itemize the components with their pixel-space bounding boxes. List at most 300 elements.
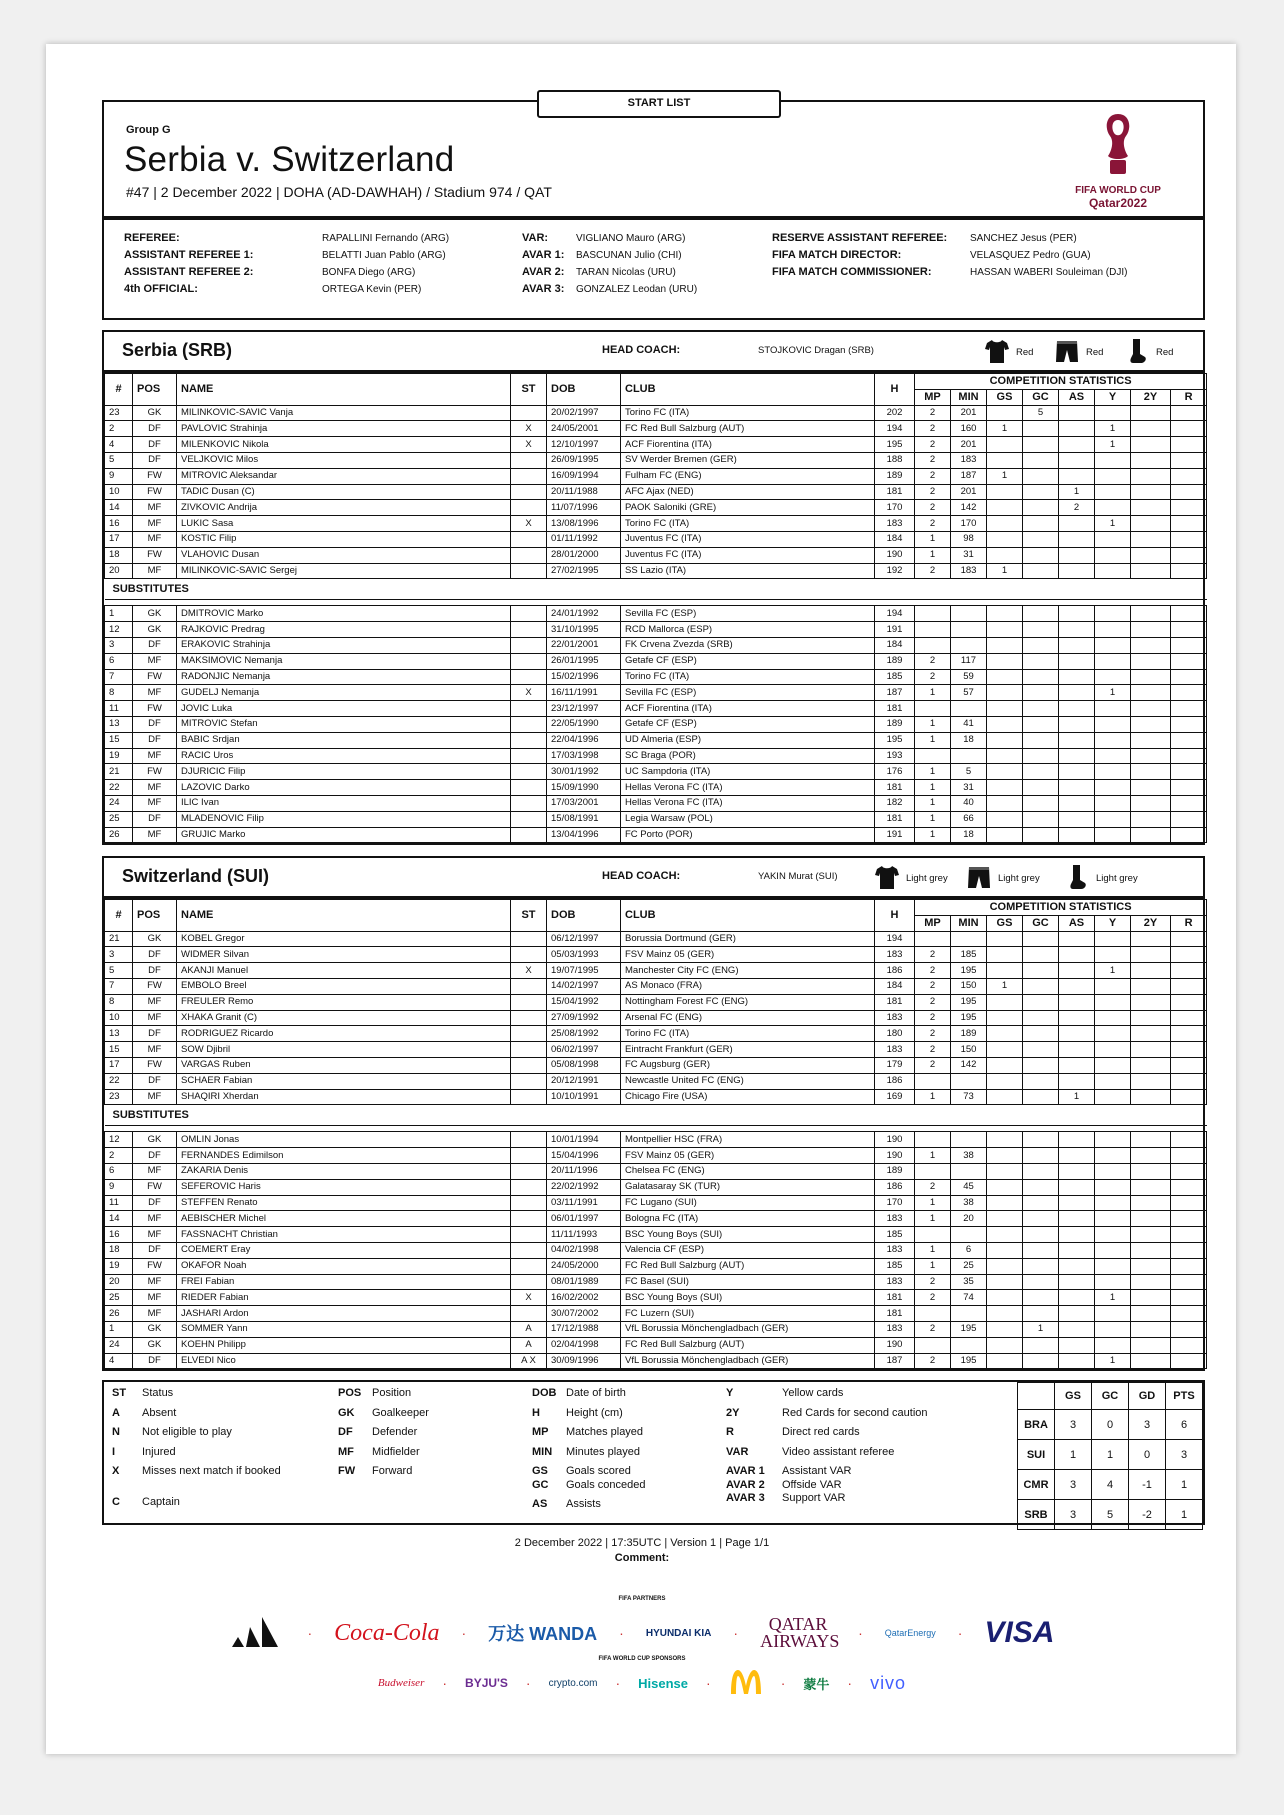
logo-line-2: Qatar2022 <box>1088 196 1148 210</box>
player-name: VELJKOVIC Milos <box>177 452 511 468</box>
player-as <box>1059 1306 1095 1322</box>
player-mp: 2 <box>915 1010 951 1026</box>
player-status: X <box>511 685 547 701</box>
player-r <box>1171 748 1207 764</box>
substitutes-label: SUBSTITUTES <box>105 579 1207 600</box>
player-2y <box>1131 732 1171 748</box>
legend-desc: Support VAR <box>782 1492 846 1504</box>
player-number: 3 <box>105 637 133 653</box>
player-2y <box>1131 1089 1171 1105</box>
player-dob: 31/10/1995 <box>547 622 621 638</box>
player-min: 98 <box>951 531 987 547</box>
player-y <box>1095 732 1131 748</box>
player-as <box>1059 732 1095 748</box>
officials-box <box>102 218 1205 320</box>
player-y <box>1095 701 1131 717</box>
player-row <box>105 931 1207 947</box>
player-position: MF <box>133 994 177 1010</box>
player-gs <box>987 452 1023 468</box>
player-height: 169 <box>875 1089 915 1105</box>
player-min: 35 <box>951 1274 987 1290</box>
player-position: MF <box>133 780 177 796</box>
kit-shorts <box>1054 338 1103 367</box>
player-gs <box>987 606 1023 622</box>
player-club: Getafe CF (ESP) <box>621 716 875 732</box>
player-as <box>1059 947 1095 963</box>
player-2y <box>1131 1179 1171 1195</box>
player-dob: 17/12/1988 <box>547 1321 621 1337</box>
player-y <box>1095 547 1131 563</box>
player-mp: 2 <box>915 1274 951 1290</box>
player-position: MF <box>133 685 177 701</box>
player-2y <box>1131 653 1171 669</box>
player-mp <box>915 748 951 764</box>
player-number: 7 <box>105 978 133 994</box>
player-number: 5 <box>105 963 133 979</box>
legend-desc: Height (cm) <box>566 1406 623 1419</box>
player-min <box>951 931 987 947</box>
player-position: MF <box>133 1211 177 1227</box>
player-y <box>1095 1321 1131 1337</box>
player-row <box>105 1073 1207 1089</box>
player-y <box>1095 978 1131 994</box>
player-min: 117 <box>951 653 987 669</box>
team-name: Serbia (SRB) <box>122 340 233 360</box>
player-name: LUKIC Sasa <box>177 516 511 532</box>
player-gc <box>1023 500 1059 516</box>
player-r <box>1171 1026 1207 1042</box>
player-2y <box>1131 716 1171 732</box>
player-gs <box>987 1073 1023 1089</box>
player-position: MF <box>133 1089 177 1105</box>
player-y <box>1095 563 1131 579</box>
player-club: SC Braga (POR) <box>621 748 875 764</box>
standings-value: 3 <box>1166 1440 1203 1470</box>
budweiser-logo: Budweiser <box>377 1677 425 1689</box>
player-mp: 1 <box>915 795 951 811</box>
player-gs <box>987 637 1023 653</box>
player-mp: 1 <box>915 531 951 547</box>
player-y <box>1095 653 1131 669</box>
player-height: 181 <box>875 994 915 1010</box>
player-2y <box>1131 1274 1171 1290</box>
shorts-icon <box>1054 338 1080 367</box>
standings-value: 3 <box>1055 1470 1092 1500</box>
legend-desc: Goalkeeper <box>372 1406 429 1419</box>
player-as <box>1059 994 1095 1010</box>
player-height: 192 <box>875 563 915 579</box>
player-gs <box>987 1026 1023 1042</box>
wanda-logo: 万达 WANDA <box>488 1624 598 1644</box>
player-2y <box>1131 405 1171 421</box>
player-y <box>1095 1195 1131 1211</box>
player-club: Legia Warsaw (POL) <box>621 811 875 827</box>
player-2y <box>1131 811 1171 827</box>
legend-item <box>112 1443 281 1463</box>
player-dob: 06/12/1997 <box>547 931 621 947</box>
player-gs <box>987 437 1023 453</box>
official-row <box>522 247 752 264</box>
player-r <box>1171 701 1207 717</box>
player-2y <box>1131 622 1171 638</box>
standings-value: -1 <box>1129 1470 1166 1500</box>
player-y <box>1095 405 1131 421</box>
player-row <box>105 1148 1207 1164</box>
player-dob: 01/11/1992 <box>547 531 621 547</box>
standings-value: 3 <box>1129 1410 1166 1440</box>
player-y: 1 <box>1095 1353 1131 1369</box>
player-status <box>511 1132 547 1148</box>
player-min: 142 <box>951 1057 987 1073</box>
player-number: 9 <box>105 1179 133 1195</box>
player-height: 179 <box>875 1057 915 1073</box>
player-as <box>1059 764 1095 780</box>
player-height: 181 <box>875 811 915 827</box>
player-position: DF <box>133 452 177 468</box>
player-2y <box>1131 1258 1171 1274</box>
player-dob: 28/01/2000 <box>547 547 621 563</box>
player-2y <box>1131 669 1171 685</box>
player-mp: 2 <box>915 994 951 1010</box>
player-status: A <box>511 1321 547 1337</box>
player-name: MILINKOVIC-SAVIC Vanja <box>177 405 511 421</box>
player-status <box>511 1026 547 1042</box>
player-status <box>511 1242 547 1258</box>
player-r <box>1171 1179 1207 1195</box>
standings-header-gs: GS <box>1055 1383 1092 1410</box>
col-header-r: R <box>1171 915 1207 931</box>
player-mp: 2 <box>915 947 951 963</box>
player-club: AS Monaco (FRA) <box>621 978 875 994</box>
player-y <box>1095 484 1131 500</box>
player-gc <box>1023 531 1059 547</box>
player-dob: 16/09/1994 <box>547 468 621 484</box>
player-gs <box>987 1132 1023 1148</box>
player-number: 12 <box>105 1132 133 1148</box>
player-gc <box>1023 764 1059 780</box>
player-as <box>1059 1010 1095 1026</box>
player-gc <box>1023 994 1059 1010</box>
legend-item <box>338 1384 429 1404</box>
legend-desc: Forward <box>372 1465 413 1477</box>
player-mp <box>915 1073 951 1089</box>
player-number: 7 <box>105 669 133 685</box>
team-serbia <box>102 330 1205 845</box>
player-as: 1 <box>1059 1089 1095 1105</box>
col-header-st: ST <box>511 374 547 406</box>
col-header-2y: 2Y <box>1131 915 1171 931</box>
player-y <box>1095 500 1131 516</box>
col-header-as: AS <box>1059 915 1095 931</box>
player-name: COEMERT Eray <box>177 1242 511 1258</box>
player-status <box>511 452 547 468</box>
col-header-st: ST <box>511 900 547 932</box>
legend-item <box>112 1493 281 1513</box>
player-position: MF <box>133 1163 177 1179</box>
col-header-dob: DOB <box>547 900 621 932</box>
player-mp: 1 <box>915 1195 951 1211</box>
player-mp: 1 <box>915 1242 951 1258</box>
official-role: AVAR 2: <box>522 266 565 278</box>
player-gs <box>987 653 1023 669</box>
player-row <box>105 1179 1207 1195</box>
player-y <box>1095 606 1131 622</box>
start-list-tab: START LIST <box>537 90 781 118</box>
player-gs <box>987 1163 1023 1179</box>
player-club: FC Red Bull Salzburg (AUT) <box>621 1258 875 1274</box>
player-height: 187 <box>875 685 915 701</box>
player-row <box>105 563 1207 579</box>
player-number: 13 <box>105 1026 133 1042</box>
standings-value: 1 <box>1166 1500 1203 1530</box>
player-height: 191 <box>875 827 915 843</box>
separator: · <box>619 1625 624 1641</box>
legend-key: AS <box>532 1498 548 1510</box>
player-status: A X <box>511 1353 547 1369</box>
player-row <box>105 637 1207 653</box>
col-header-num: # <box>105 374 133 406</box>
player-name: FERNANDES Edimilson <box>177 1148 511 1164</box>
player-dob: 05/08/1998 <box>547 1057 621 1073</box>
player-dob: 16/02/2002 <box>547 1290 621 1306</box>
player-status <box>511 931 547 947</box>
player-gc: 1 <box>1023 1321 1059 1337</box>
player-2y <box>1131 963 1171 979</box>
player-dob: 24/01/1992 <box>547 606 621 622</box>
legend-desc: Injured <box>142 1445 176 1458</box>
legend-key: Y <box>726 1387 734 1399</box>
player-name: MITROVIC Stefan <box>177 716 511 732</box>
player-2y <box>1131 437 1171 453</box>
player-gs <box>987 1258 1023 1274</box>
player-gc <box>1023 1163 1059 1179</box>
player-club: FC Porto (POR) <box>621 827 875 843</box>
player-gs <box>987 716 1023 732</box>
player-2y <box>1131 1148 1171 1164</box>
player-number: 1 <box>105 606 133 622</box>
player-mp: 2 <box>915 963 951 979</box>
legend-item <box>112 1462 281 1482</box>
player-number: 22 <box>105 780 133 796</box>
standings-value: 5 <box>1092 1500 1129 1530</box>
player-position: DF <box>133 421 177 437</box>
player-min: 160 <box>951 421 987 437</box>
player-mp: 2 <box>915 452 951 468</box>
col-header-name: NAME <box>177 374 511 406</box>
player-gc <box>1023 421 1059 437</box>
player-club: Sevilla FC (ESP) <box>621 606 875 622</box>
kit-shorts-color: Light grey <box>998 873 1040 884</box>
player-position: MF <box>133 516 177 532</box>
player-club: Juventus FC (ITA) <box>621 547 875 563</box>
partners-label: FIFA PARTNERS <box>618 1596 666 1602</box>
player-gc <box>1023 1132 1059 1148</box>
player-gs <box>987 827 1023 843</box>
player-status <box>511 531 547 547</box>
player-club: Hellas Verona FC (ITA) <box>621 795 875 811</box>
crypto-com-logo: crypto.com <box>548 1677 598 1689</box>
player-status <box>511 764 547 780</box>
player-number: 23 <box>105 1089 133 1105</box>
legend-item <box>532 1495 646 1515</box>
player-row <box>105 978 1207 994</box>
player-r <box>1171 1042 1207 1058</box>
player-min <box>951 1337 987 1353</box>
legend-item <box>726 1423 928 1443</box>
player-dob: 06/01/1997 <box>547 1211 621 1227</box>
player-position: MF <box>133 795 177 811</box>
player-dob: 20/02/1997 <box>547 405 621 421</box>
player-min: 31 <box>951 780 987 796</box>
player-y: 1 <box>1095 421 1131 437</box>
player-height: 190 <box>875 547 915 563</box>
official-role: 4th OFFICIAL: <box>124 283 198 295</box>
player-r <box>1171 1132 1207 1148</box>
player-height: 183 <box>875 1242 915 1258</box>
player-position: MF <box>133 1290 177 1306</box>
player-mp: 1 <box>915 827 951 843</box>
player-y: 1 <box>1095 437 1131 453</box>
team-header <box>104 332 1203 373</box>
player-mp: 1 <box>915 1089 951 1105</box>
legend-desc: Captain <box>142 1495 180 1508</box>
player-row <box>105 516 1207 532</box>
player-height: 183 <box>875 947 915 963</box>
player-row <box>105 764 1207 780</box>
player-min: 31 <box>951 547 987 563</box>
player-2y <box>1131 1073 1171 1089</box>
player-2y <box>1131 468 1171 484</box>
player-2y <box>1131 701 1171 717</box>
player-dob: 10/10/1991 <box>547 1089 621 1105</box>
legend-item <box>532 1384 646 1404</box>
competition-statistics-header: COMPETITION STATISTICS <box>915 900 1207 916</box>
player-y: 1 <box>1095 685 1131 701</box>
player-gc <box>1023 795 1059 811</box>
player-name: RADONJIC Nemanja <box>177 669 511 685</box>
col-header-name: NAME <box>177 900 511 932</box>
player-y: 1 <box>1095 963 1131 979</box>
player-height: 189 <box>875 1163 915 1179</box>
player-as <box>1059 1073 1095 1089</box>
player-club: Borussia Dortmund (GER) <box>621 931 875 947</box>
player-gc <box>1023 963 1059 979</box>
player-r <box>1171 516 1207 532</box>
player-club: BSC Young Boys (SUI) <box>621 1290 875 1306</box>
player-as <box>1059 1337 1095 1353</box>
player-mp <box>915 931 951 947</box>
player-gc <box>1023 1195 1059 1211</box>
col-header-gc: GC <box>1023 915 1059 931</box>
kit-shirt-color: Red <box>1016 347 1034 358</box>
player-as <box>1059 468 1095 484</box>
player-as <box>1059 1148 1095 1164</box>
player-gs <box>987 1148 1023 1164</box>
player-row <box>105 547 1207 563</box>
player-position: DF <box>133 1195 177 1211</box>
player-mp <box>915 637 951 653</box>
player-position: MF <box>133 653 177 669</box>
player-min: 38 <box>951 1195 987 1211</box>
legend-positions <box>338 1384 429 1482</box>
roster-table <box>104 899 1207 1369</box>
player-number: 23 <box>105 405 133 421</box>
player-height: 194 <box>875 606 915 622</box>
player-r <box>1171 1306 1207 1322</box>
player-club: SV Werder Bremen (GER) <box>621 452 875 468</box>
player-position: DF <box>133 637 177 653</box>
player-y <box>1095 622 1131 638</box>
player-2y <box>1131 1242 1171 1258</box>
player-number: 11 <box>105 1195 133 1211</box>
legend-desc: Defender <box>372 1426 418 1438</box>
standings-value: 1 <box>1055 1440 1092 1470</box>
legend-key: FW <box>338 1465 356 1477</box>
separator: · <box>307 1625 313 1641</box>
player-row <box>105 1026 1207 1042</box>
player-club: Bologna FC (ITA) <box>621 1211 875 1227</box>
player-number: 22 <box>105 1073 133 1089</box>
player-min <box>951 1227 987 1243</box>
official-role: ASSISTANT REFEREE 1: <box>124 249 254 261</box>
kit-shorts-color: Red <box>1086 347 1104 358</box>
player-status <box>511 795 547 811</box>
logo-line-1: FIFA WORLD CUP <box>1075 185 1161 196</box>
player-row <box>105 1057 1207 1073</box>
player-number: 24 <box>105 795 133 811</box>
standings-header-row <box>1018 1383 1203 1410</box>
player-number: 4 <box>105 1353 133 1369</box>
player-status <box>511 701 547 717</box>
player-as <box>1059 653 1095 669</box>
player-gs <box>987 1353 1023 1369</box>
player-name: SCHAER Fabian <box>177 1073 511 1089</box>
socks-icon <box>1124 338 1150 367</box>
player-dob: 25/08/1992 <box>547 1026 621 1042</box>
player-status <box>511 1195 547 1211</box>
player-min <box>951 606 987 622</box>
player-position: DF <box>133 716 177 732</box>
player-row <box>105 1321 1207 1337</box>
legend-key: A <box>112 1406 120 1419</box>
player-gc <box>1023 484 1059 500</box>
player-as <box>1059 748 1095 764</box>
player-dob: 10/01/1994 <box>547 1132 621 1148</box>
player-y <box>1095 1057 1131 1073</box>
player-status: X <box>511 421 547 437</box>
player-status <box>511 468 547 484</box>
player-height: 195 <box>875 732 915 748</box>
legend-item <box>338 1404 429 1424</box>
player-2y <box>1131 1353 1171 1369</box>
col-header-y: Y <box>1095 915 1131 931</box>
player-status: A <box>511 1337 547 1353</box>
player-number: 14 <box>105 1211 133 1227</box>
player-number: 24 <box>105 1337 133 1353</box>
player-name: PAVLOVIC Strahinja <box>177 421 511 437</box>
player-gs <box>987 1242 1023 1258</box>
legend-key: MF <box>338 1445 354 1458</box>
player-dob: 15/08/1991 <box>547 811 621 827</box>
player-position: GK <box>133 622 177 638</box>
player-r <box>1171 547 1207 563</box>
player-min: 74 <box>951 1290 987 1306</box>
player-status: X <box>511 963 547 979</box>
kit-socks-color: Red <box>1156 347 1174 358</box>
player-y <box>1095 637 1131 653</box>
player-gs <box>987 669 1023 685</box>
world-cup-sponsors-row <box>0 1668 1284 1698</box>
